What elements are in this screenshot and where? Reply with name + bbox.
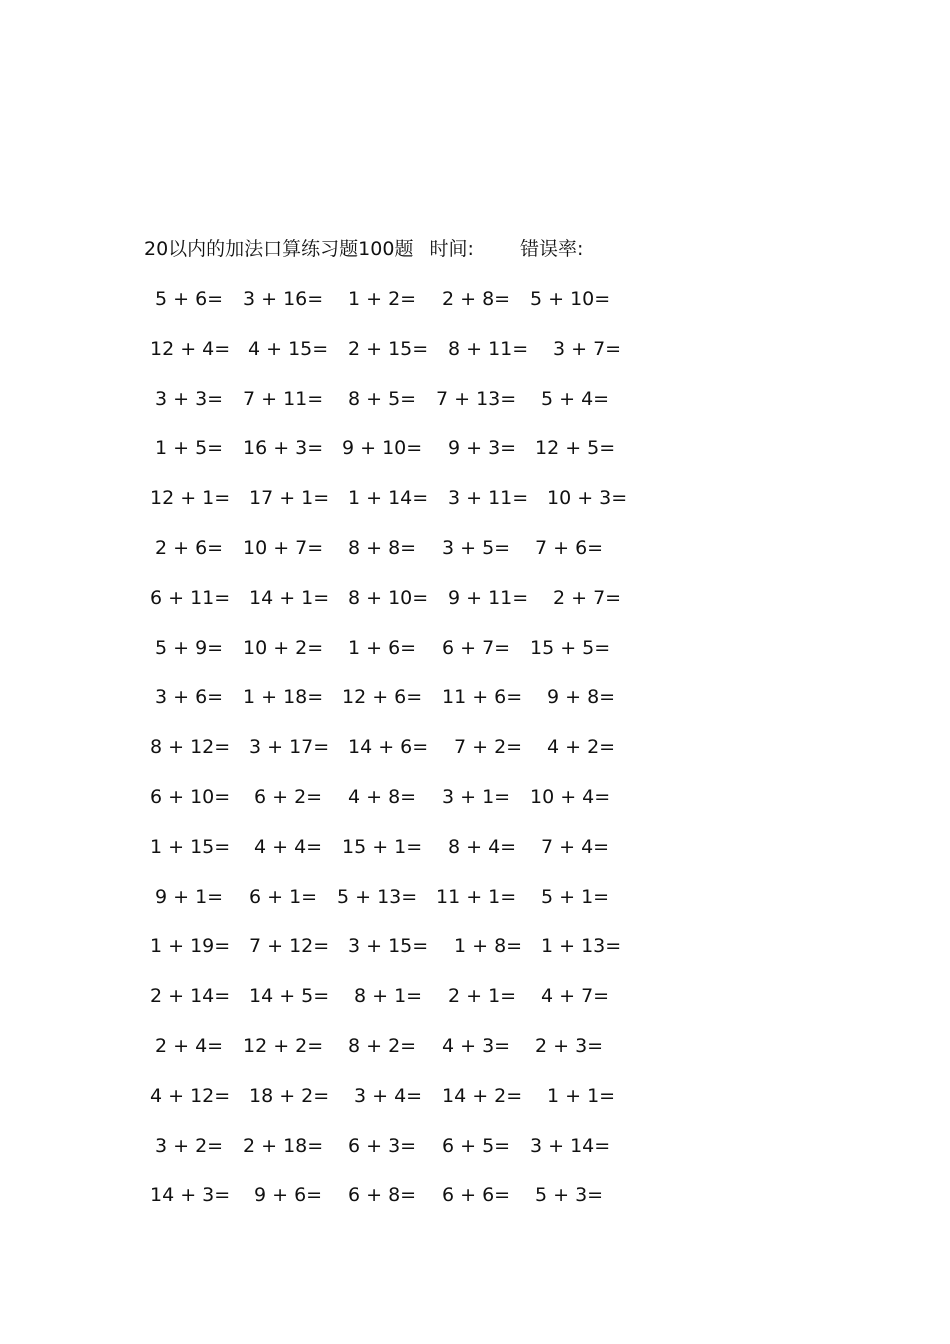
addition-problem: 17 + 1= [249,487,330,509]
worksheet-title: 20以内的加法口算练习题100题 [144,238,414,260]
addition-problem: 8 + 10= [348,587,429,609]
addition-problem: 3 + 7= [553,338,622,360]
addition-problem: 4 + 8= [348,786,417,808]
addition-problem: 8 + 11= [448,338,529,360]
addition-problem: 9 + 8= [547,686,616,708]
addition-problem: 2 + 14= [150,985,231,1007]
addition-problem: 10 + 4= [530,786,611,808]
addition-problem: 7 + 4= [541,836,610,858]
addition-problem: 6 + 11= [150,587,231,609]
addition-problem: 2 + 3= [535,1035,604,1057]
addition-problem: 8 + 8= [348,537,417,559]
addition-problem: 6 + 3= [348,1135,417,1157]
addition-problem: 3 + 16= [243,288,324,310]
addition-problem: 4 + 15= [248,338,329,360]
addition-problem: 5 + 3= [535,1184,604,1206]
addition-problem: 2 + 7= [553,587,622,609]
addition-problem: 5 + 4= [541,388,610,410]
addition-problem: 8 + 2= [348,1035,417,1057]
addition-problem: 9 + 11= [448,587,529,609]
addition-problem: 12 + 5= [535,437,616,459]
addition-problem: 6 + 1= [249,886,318,908]
addition-problem: 4 + 4= [254,836,323,858]
addition-problem: 2 + 4= [155,1035,224,1057]
addition-problem: 12 + 4= [150,338,231,360]
addition-problem: 7 + 2= [454,736,523,758]
addition-problem: 3 + 5= [442,537,511,559]
addition-problem: 11 + 6= [442,686,523,708]
addition-problem: 8 + 12= [150,736,231,758]
addition-problem: 14 + 2= [442,1085,523,1107]
addition-problem: 3 + 4= [354,1085,423,1107]
addition-problem: 1 + 2= [348,288,417,310]
addition-problem: 7 + 13= [436,388,517,410]
addition-problem: 2 + 18= [243,1135,324,1157]
addition-problem: 3 + 17= [249,736,330,758]
addition-problem: 5 + 1= [541,886,610,908]
addition-problem: 6 + 5= [442,1135,511,1157]
addition-problem: 3 + 6= [155,686,224,708]
addition-problem: 8 + 4= [448,836,517,858]
addition-problem: 1 + 19= [150,935,231,957]
worksheet-header [144,236,583,262]
addition-problem: 4 + 12= [150,1085,231,1107]
addition-problem: 14 + 5= [249,985,330,1007]
addition-problem: 4 + 3= [442,1035,511,1057]
addition-problem: 5 + 9= [155,637,224,659]
addition-problem: 12 + 1= [150,487,231,509]
addition-problem: 6 + 8= [348,1184,417,1206]
addition-problem: 8 + 1= [354,985,423,1007]
addition-problem: 15 + 5= [530,637,611,659]
addition-problem: 5 + 6= [155,288,224,310]
addition-problem: 14 + 1= [249,587,330,609]
addition-problem: 2 + 15= [348,338,429,360]
addition-problem: 1 + 1= [547,1085,616,1107]
addition-problem: 14 + 6= [348,736,429,758]
addition-problem: 9 + 1= [155,886,224,908]
addition-problem: 7 + 11= [243,388,324,410]
addition-problem: 12 + 6= [342,686,423,708]
addition-problem: 3 + 1= [442,786,511,808]
time-label: 时间: [429,238,474,260]
addition-problem: 3 + 15= [348,935,429,957]
addition-problem: 2 + 8= [442,288,511,310]
addition-problem: 11 + 1= [436,886,517,908]
addition-problem: 6 + 6= [442,1184,511,1206]
addition-problem: 3 + 11= [448,487,529,509]
addition-problem: 12 + 2= [243,1035,324,1057]
addition-problem: 1 + 18= [243,686,324,708]
addition-problem: 7 + 12= [249,935,330,957]
addition-problem: 18 + 2= [249,1085,330,1107]
addition-problem: 1 + 5= [155,437,224,459]
addition-problem: 1 + 15= [150,836,231,858]
addition-problem: 1 + 6= [348,637,417,659]
addition-problem: 2 + 6= [155,537,224,559]
addition-problem: 10 + 3= [547,487,628,509]
addition-problem: 4 + 2= [547,736,616,758]
addition-problem: 15 + 1= [342,836,423,858]
addition-problem: 14 + 3= [150,1184,231,1206]
addition-problem: 16 + 3= [243,437,324,459]
addition-problem: 1 + 8= [454,935,523,957]
addition-problem: 1 + 13= [541,935,622,957]
addition-problem: 6 + 7= [442,637,511,659]
addition-problem: 9 + 3= [448,437,517,459]
addition-problem: 5 + 10= [530,288,611,310]
addition-problem: 6 + 10= [150,786,231,808]
addition-problem: 10 + 2= [243,637,324,659]
addition-problem: 3 + 2= [155,1135,224,1157]
addition-problem: 10 + 7= [243,537,324,559]
addition-problem: 1 + 14= [348,487,429,509]
addition-problem: 6 + 2= [254,786,323,808]
addition-problem: 9 + 10= [342,437,423,459]
addition-problem: 4 + 7= [541,985,610,1007]
addition-problem: 8 + 5= [348,388,417,410]
addition-problem: 2 + 1= [448,985,517,1007]
addition-problem: 5 + 13= [337,886,418,908]
error-rate-label: 错误率: [519,238,584,260]
addition-problem: 7 + 6= [535,537,604,559]
addition-problem: 9 + 6= [254,1184,323,1206]
addition-problem: 3 + 3= [155,388,224,410]
addition-problem: 3 + 14= [530,1135,611,1157]
